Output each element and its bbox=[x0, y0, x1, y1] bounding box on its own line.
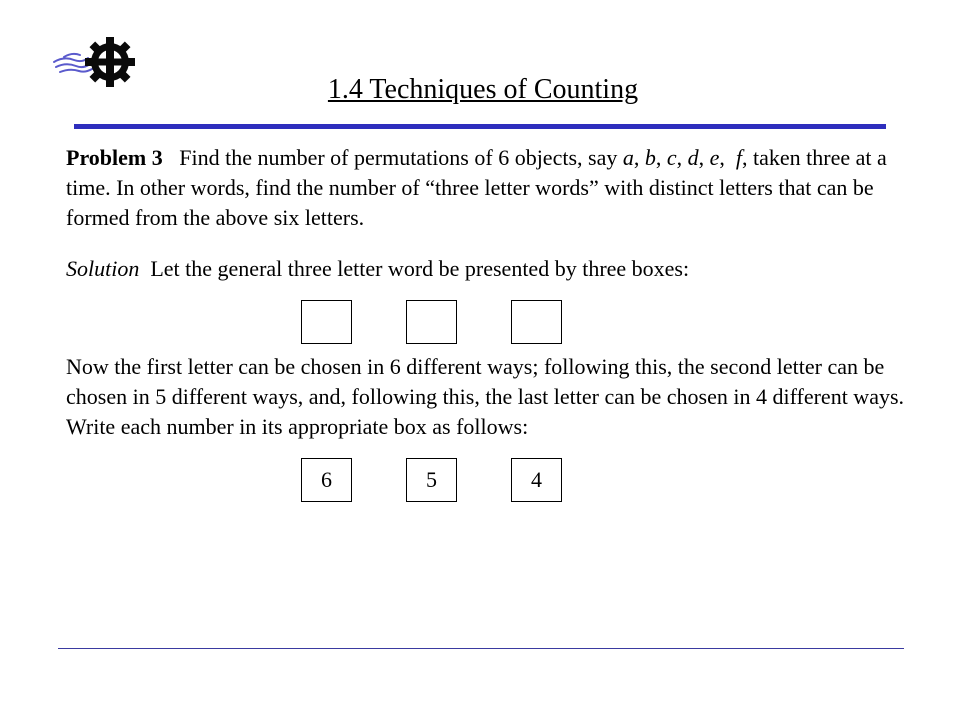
explanation-paragraph: Now the first letter can be chosen in 6 different ways; following this, the second letter can be chosen in 5 different ways, and, following this, the last letter can be chosen in 4 different ways. Write each number in its appropriate box as follows: bbox=[66, 354, 905, 439]
footer-divider bbox=[58, 648, 904, 649]
problem-label: Problem 3 bbox=[66, 145, 163, 170]
letter-d: d bbox=[687, 145, 699, 170]
filled-box-first: 6 bbox=[301, 458, 352, 502]
letter-c: c bbox=[666, 145, 677, 170]
letter-b: b bbox=[644, 145, 656, 170]
empty-letter-box-3 bbox=[511, 300, 562, 344]
solution-paragraph bbox=[66, 254, 926, 284]
filled-box-second: 5 bbox=[406, 458, 457, 502]
empty-letter-box-1 bbox=[301, 300, 352, 344]
title-underline-rule bbox=[74, 124, 886, 129]
empty-letter-box-2 bbox=[406, 300, 457, 344]
letter-a: a bbox=[622, 145, 634, 170]
problem-paragraph: Problem 3 Find the number of permutations of 6 objects, say a, b, c, d, e, f, taken three at a time. In other words, find the number of “three letter words” with distinct letters that can be formed from the above six letters. bbox=[66, 145, 887, 230]
page-title: 1.4 Techniques of Counting bbox=[327, 74, 639, 105]
letter-e: e bbox=[709, 145, 720, 170]
solution-text: Let the general three letter word be presented by three boxes: bbox=[150, 256, 690, 281]
filled-box-third: 4 bbox=[511, 458, 562, 502]
problem-text-2: taken three at a time. In other words, find the number of “three letter words” with distinct letters that can be formed from the above six letters. bbox=[66, 145, 887, 230]
solution-label: Solution bbox=[66, 256, 140, 281]
letter-f: f bbox=[735, 145, 742, 170]
problem-text-1: Find the number of permutations of 6 objects, say bbox=[179, 145, 618, 170]
